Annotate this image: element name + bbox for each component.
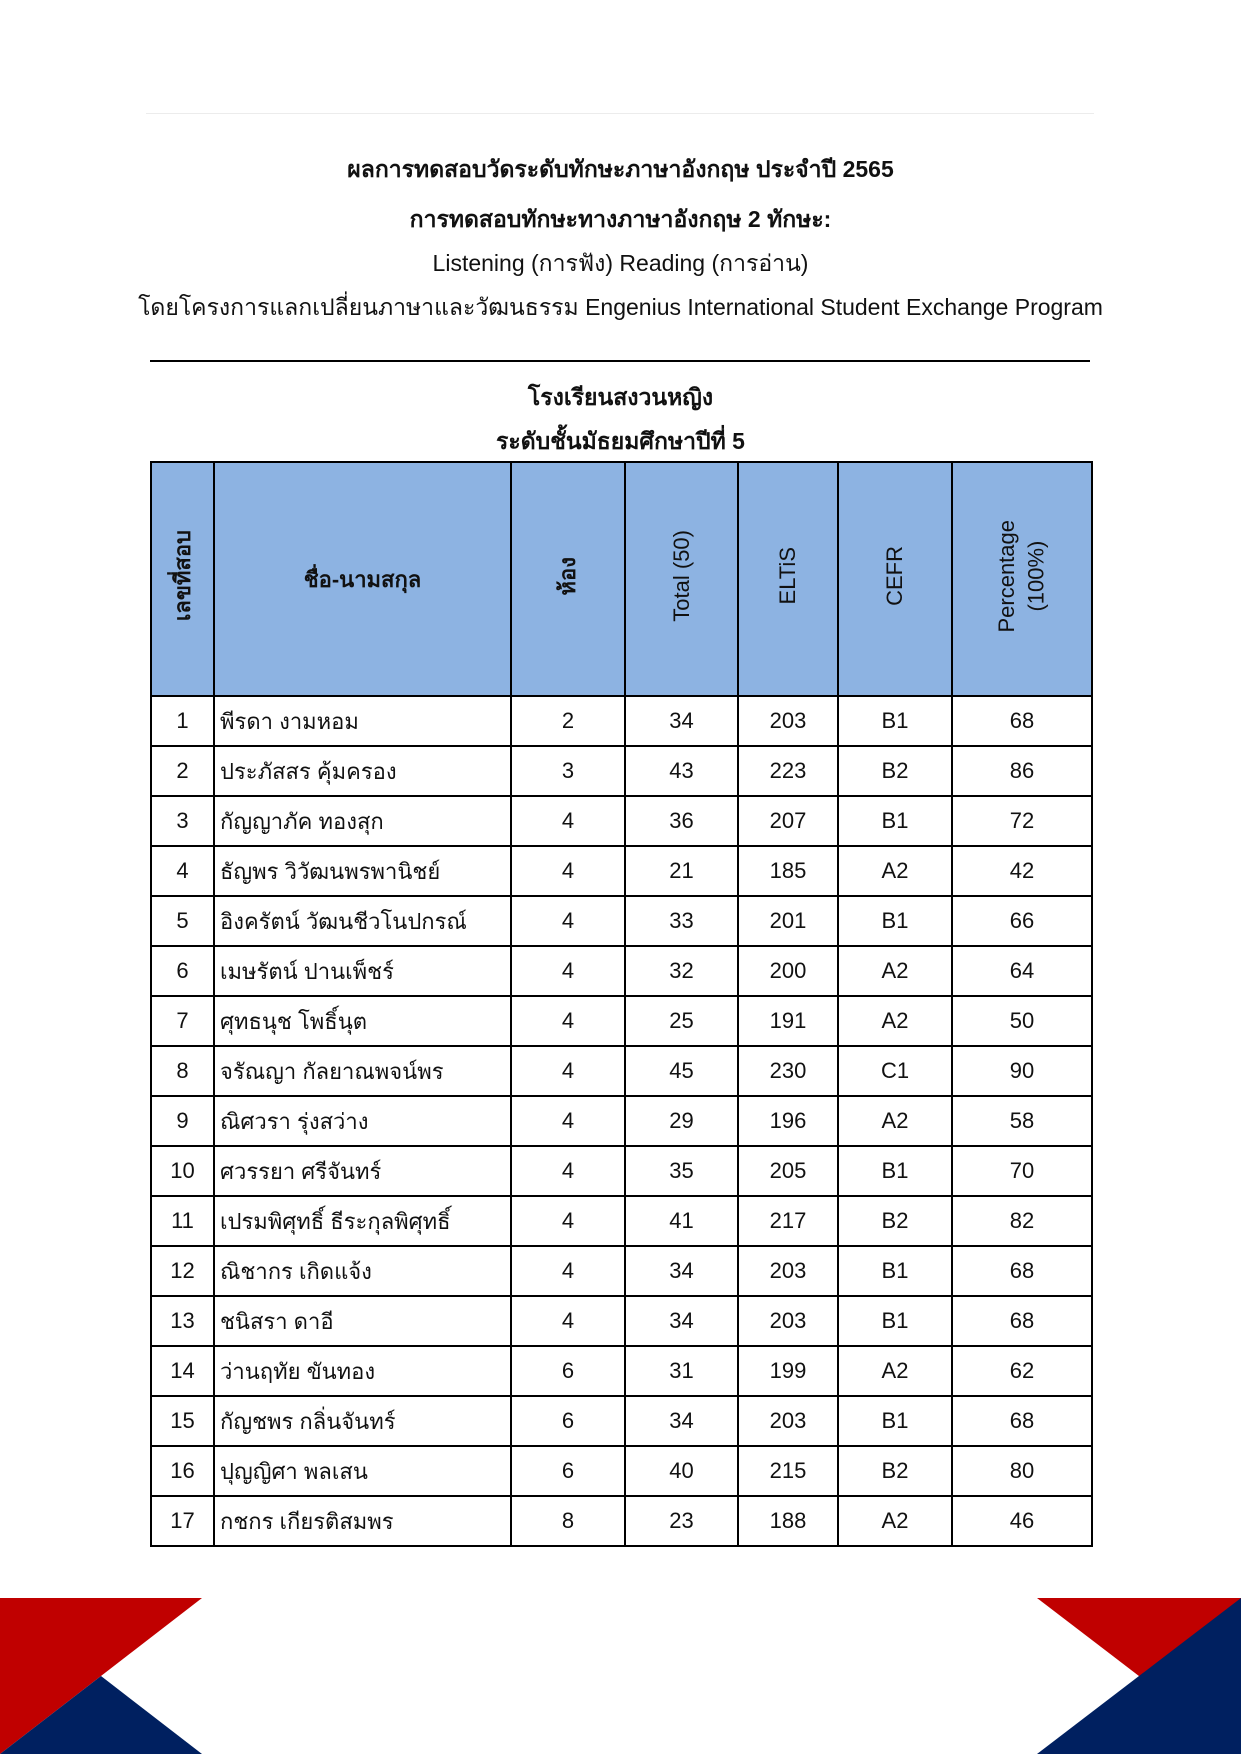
cell-total: 32 bbox=[625, 946, 738, 996]
flag-corner-right bbox=[1037, 1598, 1241, 1754]
cell-eltis: 196 bbox=[738, 1096, 838, 1146]
cell-eltis: 217 bbox=[738, 1196, 838, 1246]
cell-percentage: 68 bbox=[952, 1296, 1092, 1346]
cell-total: 31 bbox=[625, 1346, 738, 1396]
cell-total: 41 bbox=[625, 1196, 738, 1246]
program-name: โดยโครงการแลกเปลี่ยนภาษาและวัฒนธรรม Engenius International Student Exchange Program bbox=[138, 294, 1103, 320]
header-total: Total (50) bbox=[625, 462, 738, 696]
header-name: ชื่อ-นามสกุล bbox=[214, 462, 511, 696]
cell-total: 34 bbox=[625, 696, 738, 746]
cell-room: 4 bbox=[511, 896, 625, 946]
cell-exam-no: 9 bbox=[151, 1096, 214, 1146]
table-row bbox=[151, 1146, 1092, 1196]
cell-total: 25 bbox=[625, 996, 738, 1046]
cell-exam-no: 14 bbox=[151, 1346, 214, 1396]
cell-eltis: 230 bbox=[738, 1046, 838, 1096]
cell-total: 23 bbox=[625, 1496, 738, 1546]
cell-room: 4 bbox=[511, 1296, 625, 1346]
cell-eltis: 203 bbox=[738, 1246, 838, 1296]
cell-exam-no: 8 bbox=[151, 1046, 214, 1096]
cell-room: 6 bbox=[511, 1346, 625, 1396]
cell-cefr: A2 bbox=[838, 996, 952, 1046]
cell-cefr: B1 bbox=[838, 696, 952, 746]
cell-percentage: 58 bbox=[952, 1096, 1092, 1146]
results-table bbox=[150, 461, 1093, 1547]
cell-eltis: 223 bbox=[738, 746, 838, 796]
table-row bbox=[151, 1196, 1092, 1246]
cell-total: 34 bbox=[625, 1296, 738, 1346]
header-percentage: Percentage (100%) bbox=[952, 462, 1092, 696]
cell-room: 4 bbox=[511, 1046, 625, 1096]
cell-percentage: 62 bbox=[952, 1346, 1092, 1396]
cell-total: 29 bbox=[625, 1096, 738, 1146]
cell-name: อิงครัตน์ วัฒนชีวโนปกรณ์ bbox=[214, 896, 511, 946]
cell-total: 40 bbox=[625, 1446, 738, 1496]
report-subtitle: การทดสอบทักษะทางภาษาอังกฤษ 2 ทักษะ: bbox=[409, 206, 832, 232]
cell-percentage: 70 bbox=[952, 1146, 1092, 1196]
cell-room: 4 bbox=[511, 1246, 625, 1296]
cell-name: ณิศวรา รุ่งสว่าง bbox=[214, 1096, 511, 1146]
table-header-row bbox=[151, 462, 1092, 696]
cell-percentage: 42 bbox=[952, 846, 1092, 896]
cell-exam-no: 17 bbox=[151, 1496, 214, 1546]
cell-total: 45 bbox=[625, 1046, 738, 1096]
cell-room: 4 bbox=[511, 1196, 625, 1246]
table-body bbox=[151, 696, 1092, 1546]
cell-cefr: B1 bbox=[838, 1146, 952, 1196]
cell-room: 4 bbox=[511, 846, 625, 896]
cell-cefr: B1 bbox=[838, 1396, 952, 1446]
cell-percentage: 68 bbox=[952, 1396, 1092, 1446]
cell-exam-no: 5 bbox=[151, 896, 214, 946]
cell-name: ประภัสสร คุ้มครอง bbox=[214, 746, 511, 796]
cell-cefr: A2 bbox=[838, 1096, 952, 1146]
cell-eltis: 188 bbox=[738, 1496, 838, 1546]
cell-eltis: 185 bbox=[738, 846, 838, 896]
cell-room: 6 bbox=[511, 1396, 625, 1446]
cell-eltis: 215 bbox=[738, 1446, 838, 1496]
table-row bbox=[151, 946, 1092, 996]
cell-total: 34 bbox=[625, 1396, 738, 1446]
cell-cefr: B1 bbox=[838, 1296, 952, 1346]
cell-name: กัญญาภัค ทองสุก bbox=[214, 796, 511, 846]
cell-name: ณิชากร เกิดแจ้ง bbox=[214, 1246, 511, 1296]
table-row bbox=[151, 896, 1092, 946]
cell-total: 36 bbox=[625, 796, 738, 846]
cell-exam-no: 10 bbox=[151, 1146, 214, 1196]
cell-exam-no: 15 bbox=[151, 1396, 214, 1446]
table-row bbox=[151, 1496, 1092, 1546]
cell-name: ว่านฤทัย ขันทอง bbox=[214, 1346, 511, 1396]
cell-eltis: 205 bbox=[738, 1146, 838, 1196]
cell-cefr: C1 bbox=[838, 1046, 952, 1096]
cell-total: 33 bbox=[625, 896, 738, 946]
cell-eltis: 191 bbox=[738, 996, 838, 1046]
cell-total: 21 bbox=[625, 846, 738, 896]
cell-total: 35 bbox=[625, 1146, 738, 1196]
table-row bbox=[151, 846, 1092, 896]
cell-percentage: 66 bbox=[952, 896, 1092, 946]
cell-percentage: 86 bbox=[952, 746, 1092, 796]
cell-cefr: A2 bbox=[838, 1496, 952, 1546]
table-row bbox=[151, 796, 1092, 846]
cell-room: 2 bbox=[511, 696, 625, 746]
cell-eltis: 203 bbox=[738, 1296, 838, 1346]
cell-eltis: 201 bbox=[738, 896, 838, 946]
cell-percentage: 72 bbox=[952, 796, 1092, 846]
cell-exam-no: 13 bbox=[151, 1296, 214, 1346]
school-name: โรงเรียนสงวนหญิง bbox=[527, 384, 714, 410]
table-row bbox=[151, 1046, 1092, 1096]
cell-room: 8 bbox=[511, 1496, 625, 1546]
cell-name: จรัณญา กัลยาณพจน์พร bbox=[214, 1046, 511, 1096]
cell-name: พีรดา งามหอม bbox=[214, 696, 511, 746]
cell-cefr: B1 bbox=[838, 1246, 952, 1296]
cell-eltis: 207 bbox=[738, 796, 838, 846]
cell-percentage: 68 bbox=[952, 1246, 1092, 1296]
cell-eltis: 203 bbox=[738, 696, 838, 746]
cell-eltis: 200 bbox=[738, 946, 838, 996]
cell-name: ปุญญิศา พลเสน bbox=[214, 1446, 511, 1496]
cell-cefr: B1 bbox=[838, 896, 952, 946]
cell-cefr: B2 bbox=[838, 1196, 952, 1246]
table-row bbox=[151, 1296, 1092, 1346]
cell-name: กัญชพร กลิ่นจันทร์ bbox=[214, 1396, 511, 1446]
header-eltis: ELTiS bbox=[738, 462, 838, 696]
cell-room: 4 bbox=[511, 946, 625, 996]
cell-name: เมษรัตน์ ปานเพ็ชร์ bbox=[214, 946, 511, 996]
cell-room: 4 bbox=[511, 996, 625, 1046]
separator-line bbox=[150, 360, 1090, 362]
table-row bbox=[151, 746, 1092, 796]
cell-exam-no: 6 bbox=[151, 946, 214, 996]
cell-name: เปรมพิศุทธิ์ ธีระกุลพิศุทธิ์ bbox=[214, 1196, 511, 1246]
cell-exam-no: 16 bbox=[151, 1446, 214, 1496]
cell-exam-no: 4 bbox=[151, 846, 214, 896]
cell-cefr: A2 bbox=[838, 1346, 952, 1396]
table-row bbox=[151, 996, 1092, 1046]
cell-total: 43 bbox=[625, 746, 738, 796]
cell-room: 3 bbox=[511, 746, 625, 796]
cell-percentage: 68 bbox=[952, 696, 1092, 746]
cell-eltis: 199 bbox=[738, 1346, 838, 1396]
header-cefr: CEFR bbox=[838, 462, 952, 696]
table-row bbox=[151, 1396, 1092, 1446]
cell-exam-no: 12 bbox=[151, 1246, 214, 1296]
cell-exam-no: 3 bbox=[151, 796, 214, 846]
cell-percentage: 46 bbox=[952, 1496, 1092, 1546]
cell-exam-no: 1 bbox=[151, 696, 214, 746]
cell-cefr: B2 bbox=[838, 1446, 952, 1496]
grade-level: ระดับชั้นมัธยมศึกษาปีที่ 5 bbox=[496, 428, 745, 454]
cell-eltis: 203 bbox=[738, 1396, 838, 1446]
cell-exam-no: 11 bbox=[151, 1196, 214, 1246]
cell-room: 4 bbox=[511, 796, 625, 846]
table-row bbox=[151, 1096, 1092, 1146]
cell-room: 4 bbox=[511, 1096, 625, 1146]
cell-room: 4 bbox=[511, 1146, 625, 1196]
cell-total: 34 bbox=[625, 1246, 738, 1296]
cell-exam-no: 7 bbox=[151, 996, 214, 1046]
cell-cefr: A2 bbox=[838, 946, 952, 996]
cell-percentage: 90 bbox=[952, 1046, 1092, 1096]
cell-percentage: 64 bbox=[952, 946, 1092, 996]
cell-cefr: B2 bbox=[838, 746, 952, 796]
cell-name: ชนิสรา ดาอี bbox=[214, 1296, 511, 1346]
cell-name: กชกร เกียรติสมพร bbox=[214, 1496, 511, 1546]
header-room: ห้อง bbox=[511, 462, 625, 696]
cell-name: ศวรรยา ศรีจันทร์ bbox=[214, 1146, 511, 1196]
cell-room: 6 bbox=[511, 1446, 625, 1496]
table-row bbox=[151, 1446, 1092, 1496]
table-row bbox=[151, 1346, 1092, 1396]
cell-cefr: A2 bbox=[838, 846, 952, 896]
cell-name: ธัญพร วิวัฒนพรพานิชย์ bbox=[214, 846, 511, 896]
cell-cefr: B1 bbox=[838, 796, 952, 846]
top-rule bbox=[146, 113, 1094, 114]
cell-percentage: 80 bbox=[952, 1446, 1092, 1496]
cell-percentage: 50 bbox=[952, 996, 1092, 1046]
header-exam-no: เลขที่สอบ bbox=[151, 462, 214, 696]
flag-corner-left bbox=[0, 1598, 202, 1754]
table-row bbox=[151, 1246, 1092, 1296]
table-row bbox=[151, 696, 1092, 746]
cell-name: ศุทธนุช โพธิ์นุต bbox=[214, 996, 511, 1046]
cell-exam-no: 2 bbox=[151, 746, 214, 796]
cell-percentage: 82 bbox=[952, 1196, 1092, 1246]
tested-skills: Listening (การฟัง) Reading (การอ่าน) bbox=[432, 250, 809, 276]
report-title: ผลการทดสอบวัดระดับทักษะภาษาอังกฤษ ประจำปี 2565 bbox=[347, 156, 894, 182]
